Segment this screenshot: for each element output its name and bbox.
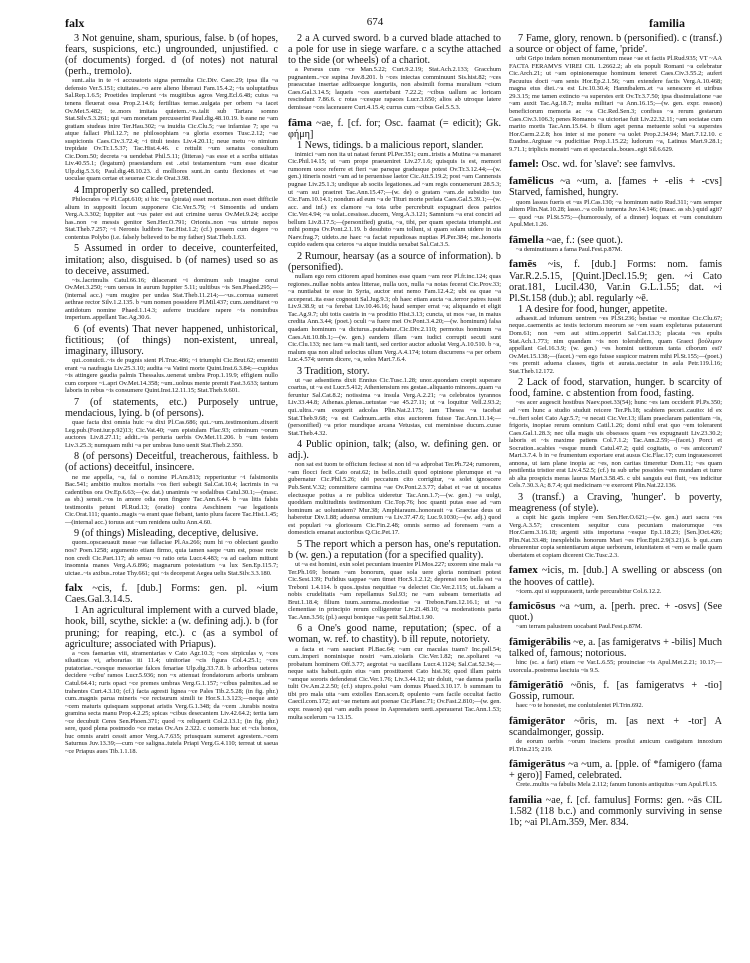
sense-definition: 1 News, tidings. b a malicious report, slander.: [297, 139, 484, 151]
citation-block: ~a deminutiuum a fama Paul.Fest.p.87M.: [516, 245, 623, 253]
citation-block: a cupit hic gazis implere ~em Sen.Her.O.621;—(w. gen.) auri sacra ~es Verg.A.3.57; crescentem sequitur cura pecuniam maiorumque ~es Hor.Carm.3.16.18; argenti sitis importuna ~esque Ep.1.18.23; [Sen.]Oct.426; Plin.Nat.33.48; inexplebilis honorum Mari ~es Flor.Epit.2.9(3.21).6. b qui..cum obruerentur copia sententiarum atque uerborum, ieiunitatem et ~em se malle quam ubertatem et copiam dicerent Cic.Tusc.2.3.: [509, 514, 722, 559]
dictionary-entry-head: [509, 680, 722, 702]
column-right: [509, 33, 722, 828]
citation-block: ~is..lacrimulis Catul.66.16; dilacerant ~i dominum sub imagine cerui Ov.Met.3.250; ~um uersus in aurum Iuppiter 5.11; uultibus ~is Sen.Phaed.295;—(internal acc.) ~um mugire per undas Stat.Theb.11.214;—~us..cornua sumeret aethrae rector Silv.1.2.135. b ~um nomen possidere Pl.Mil.437; cum..uenditaret ~o antidotum nomine Phaed.1.14.3; auferre trucidare rapere ~is nominibus imperium..appellant Tac.Ag.30.6.: [65, 276, 278, 322]
citation-block: qui..conuicti..~is de pugnis sient Pl.Truc.486; ~i triumphi Cic.Brut.62; ementiti erant ~a naufragia Liv.25.3.10; audita ~a Vatini morte Quint.Inst.6.3.84;—cupidus ~is attingere gaudia palmis Thessalus..uenerat umbra Prop.1.19.9; effigiem nullo cum corpore ~i..apri Ov.Met.14.358; ~um..uolnus mente premit Fast.3.633; tantum laboris in rebus ~is consumere Quint.Inst.12.11.15; Stat.Theb.9.601.: [65, 357, 278, 395]
sense-definition: 8 (of persons) Deceitful, treacherous, faithless. b (of actions) deceitful, insincere.: [65, 451, 278, 474]
sense-definition: 2 Rumour, hearsay (as a source of information). b (personified).: [288, 250, 501, 274]
citation-block: ~am terram palustrem uocabant Paul.Fest.p.87M.: [516, 623, 643, 631]
entry-grammar: ~icis, m. [dub.] A swelling or abscess (on the hooves of cattle).: [509, 565, 722, 588]
entry-grammar: ~is, f. [dub.] Forms: nom. famis Var.R.2.5.15, [Quint.]Decl.15.9; gen. ~i Cato orat.181, Lucil.430, Var.in G.L.1.55; dat. ~i Pl.St.158 (dub.); abl. regularly ~ē.: [509, 259, 722, 304]
citation-block: ~es acer augescit hostibus Naev.poet.33(54); hunc ~es iam occiderit Pl.Ps.350; ad ~em hunc a studio studuit reicere Ter.Ph.18; scabiem pecori..cauito: id ex ~e..fieri solet Cato Agr.5.7; ~e necati Cic.Ver.13; illam praeclaram patientiam ~is, frigoris, inopiae rerum omnium Catil.1.26; domi nihil erat quo ~em tolerarent Caes.Gal.1.28.3; nec ulla magis uis obsessos quam ~es expugnauit Liv.23.30.2; laboris et ~is maxime patiens Col.7.1.2; Tac.Ann.2.59;—(facet.) Porci et Socration..scabies ~esque mundi Catul.47.2; quid cogitatis, o ~es amicorum? Mart.3.7.4. b in ~e frumentum exportare erat ausus Cic.Flac.17; cum ingrauesceret annona, ut iam plane inopia ac ~es, non caritas timeretur Dom.11; ~es quam pestilentia tristior erat Liv.4.52.5; (cf.) tu sub urbe possides ~em mundam et turre ab alta prospicis meras laurus Mart.3.58.45. c ubi sanguis eui fluit, ~es indicitur Cels.7.30.3.A; 8.7.4; qui medicinam ~e exercent Plin.Nat.22.136.: [509, 399, 722, 490]
dictionary-entry-head: [65, 583, 278, 605]
citation-block: sunt..alia in te ~i accusatoris signa permulta Cic.Div. Caec.29; ipsa illa ~a defensio Ver.5.151; ciuitates..~o aere alieno liberaui Fam.15.4.2; ~is uoluptatibus Sal.Rep.1.6.5; Proetides implerunt ~is mugitibus agros Verg.Ecl.6.48; cuius ~a tenens fleuerat ossa Prop.2.14.6; fertilitas terrae..uulgata per orbem ~a iacet Ov.Met.5.482; te..mors imitata quietem..~o..talit sub Tartara somno Stat.Silv.5.3.261; qui ~am monetam percusserint Paul.dig.48.10.19. b eane ne ~am gratiam studeas inire Ter.Hau.302; ~a inuidia Cic.Clu.5; ~ae infamiae 7; spe ~a atque fallaci Phil.12.7; ne philosophiam ~a gloria exornes Tusc.2.12; ~ae suspicionis Caes.Civ.3.72.4; ~i tituli testes Liv.4.20.11; neue metu ~o nimium trepidate Ov.Tr.1.5.37; Tac.Hist.4.46. c rettulit ~um senatus consultum Cic.Dom.50; decreta ~a uendebat Phil.5.11; (litteras) ~as esse et a scriba uitiatas Liv.40.55.1; (legatum) praestandum est ..etsi testamentum ~um esse dicatur Ulp.dig.5.3.6; Paul.dig.48.10.23. d molliores sunt..in cantu flexiones et ~ae uoculae quam certae et seuerae Cic.de Orat.3.98.: [65, 77, 278, 183]
entry-lemma: fāmigerābilis: [509, 635, 571, 648]
entry-grammar: ~e, a. [as famigeratvs + -bilis] Much talked of, famous; notorious.: [509, 636, 723, 660]
dictionary-entry-head: [509, 235, 722, 246]
sense-definition: 4 Improperly so called, pretended.: [74, 185, 214, 197]
entry-grammar: ~ae, f. [cf. famulus] Forms: gen. ~ās CIL 1.582 (118 b.c.) and commonly surviving in sense 1b; ~ai Pl.Am.359, Mer. 834.: [509, 794, 722, 829]
sense-definition: 7 (of statements, etc.) Purposely untrue, mendacious, lying. b (of persons).: [65, 396, 278, 420]
entry-grammar: ~ae, f.: (see quot.).: [543, 234, 623, 246]
sense-definition: 1 A desire for food, hunger, appetite.: [518, 303, 668, 315]
sense-definition: 4 Public opinion, talk; (also, w. defining gen. or adj.).: [288, 439, 501, 462]
column-left: [65, 33, 278, 757]
entry-lemma: fāmigerātiō: [509, 679, 564, 692]
citation-block: ut ~a est homini, exin solet pecuniam inuenire Pl.Mos.227; uxorem sine mala ~a Ter.Ph.169; bonam ~am bonorum, quae sola uere gloria nominari potest Cic.Sest.139; Fufidius uappae ~am timet Hor.S.1.2.12; deprensi non bella est ~a Treboni 1.4.114. b quos..ipsius nequitiae ~a delectet Cic.Ver.2.115; ut..falsam a nobis crudelitatis ~am repellamus Sul.93; ne ~am subeam temeritatis ad Brut.1.18.4; filium tuum..summa..modestiae ~a Trebon.Fam.12.16.1; ut ~a clementiae in principio rerum colligeretur Liv.21.48.10; ~a moderationis parta Tac.Ann.3.56; (pl.) aequi bonique ~as petit Sal.Hist.1.90.: [288, 561, 501, 621]
citation-block: Crete..multis ~a fabulis Mela 2.112; fanum Iunonis antiquitus ~um Apul.Fl.15.: [516, 781, 718, 789]
citation-block: urbi Gripo indam nomen monumentum meae ~ae et factis Pl.Rud.935; VT ~AA FACTA FERAMVS VIREI CIL 1.2662.2; ab eis populi Romani ~a celebratur Cic.Arch.21; ut ~am opinionemque hominum teneret Caes.Civ.3.55.2; aufert Pacuuius docti ~am senis Hor.Ep.2.1.56; ~am extendere factis Verg.A.10.468; magna eius diei..~a est Liv.10.30.4; Hannibalem..et ~a senescere et uiribus 29.3.15; me tamen extincto ~a superstes erit Ov.Tr.3.7.50; ipsa dissimulatione ~ae ~am auxit Tac.Ag.18.7; multa militari ~a Ann.16.15;—(w. gen. expr. reason) beneficiorum memoria ac ~a Cic.Red.Sen.3; confisus ~a rerum gestarum Caes.Civ.3.106.3; penes Romanos ~a uictoriae fuit Liv.22.32.11; ~am sociatae cum marito mortis Tac.Ann.15.64. b illum aget penna metuente solui ~a superstes Hor.Carm.2.2.8; hos inter si me ponere ~a uolet Prop.2.34.94; Mart.7.12.10. c Euadne..Argiuae ~a pudicitiae Prop.1.15.22; ludorum ~a, Latinus Mart.9.28.1; 9.71.1; triplicis monstri ~am et spectacula..boues..egit Sil.6.629.: [509, 55, 722, 153]
entry-lemma: famex: [509, 564, 538, 577]
entry-lemma: fāma: [288, 116, 312, 129]
running-header: [65, 16, 685, 30]
entry-lemma: familia: [509, 793, 542, 806]
citation-block: hinc (sc. a fari) etiam ~e Var.L.6.55; prouinciae ~is Apul.Met.2.21; 10.17;—uxorcula..postrema lasciuia ~is 9.5.: [509, 659, 722, 674]
entry-grammar: ~cis, f. [dub.] Forms: gen. pl. ~ium Caes.Gal.3.14.5.: [65, 583, 278, 606]
sense-definition: 9 (of things) Misleading, deceptive, delusive.: [74, 528, 259, 540]
entry-lemma: fāmigerātor: [509, 714, 566, 727]
sense-definition: 1 An agricultural implement with a curved blade, hook, bill, scythe, sickle: a (w. defining adj.). b (for pruning; for reaping, etc.). c (as a symbol of agriculture; associated with Priapus).: [65, 605, 278, 650]
entry-lemma: famicōsus: [509, 600, 556, 613]
dictionary-entry-head: [509, 795, 722, 828]
entry-lemma: famēlicus: [509, 175, 554, 188]
citation-block: Philocrates ~e Pl.Capt.610; si hic ~us (pirata) esset mortuus..non esset difficile alium in suppositi locum supponere Cic.Ver.5.79; ~i Simoentis ad undam Verg.A.3.302; Iuppiter aut ~us pater est aut crimine uerus Ov.Met.9.24; accipe has..non ~e messis genitor Sen.Her.O.791; Orionis..non ~us uirtute nepos Stat.Theb.7.257; ~i Neronis ludibrio Tac.Hist.1.2; (cf.) possem cum degere ~o contentus Polybo (i.e. falsely believed to be my father) Stat.Theb.1.63.: [65, 196, 278, 241]
citation-block: ne me appella, ~a, fal o nomine Pl.Am.813; repperiuntur ~i falsimoniis Bac.541; ambitio multos mortalis ~os fieri subegit Sal.Cat.10.4; lacrimis in ~a cadentibus ora Ov.Ep.6.63;—(w. dat.) unanimis ~e sodalibus Catul.30.1;—(masc. as sb.) sensit..~os in amore odia non fingere Tac.Ann.6.44. b ~as litis falsis testimoniis petunt Pl.Rud.13; (oratio) contra Aeschinem ~ae legationis Cic.Orat.111; quanto..magis ~a erant quae fiebant, tanto plura facere Tac.Hist.1.45;—(internal acc.) toruus aut ~um renidens uultu Ann.4.60.: [65, 473, 278, 526]
citation-block: quom..opscaeuauit meae ~ae fallaciae Pl.As.266; num hi ~o oblectant gaudio nos? Poen.1258; argumento etiam firmo, quia tamen saepe ~um est, posse recte non credi Cic.Part.117; ab sensu ~o ratio orta Lucr.4.483; ~a ad caelum mittunt insomnia manes Verg.A.6.896; magnarum potestatium ~a lux Sen.Ep.115.7; uictae..~is axibus..rotae Thy.661; qui ~is deceperat Aegea uelis Stat.Silv.3.3.180.: [65, 539, 278, 577]
citation-block: haec ~o te honestet, me conlutulentet Pl.Trin.692.: [516, 702, 644, 710]
sense-definition: 2 Lack of food, starvation, hunger. b scarcity of food, famine. c abstention from food, fasting.: [509, 377, 722, 400]
sense-definition: 2 a A curved sword. b a curved blade attached to a pole for use in siege warfare. c a scythe attached to the side (or wheels) of a chariot.: [288, 33, 501, 67]
sense-definition: 3 Not genuine, sham, spurious, false. b (of hopes, fears, suspicions, etc.) ungrounded, unjustified. c (of documents) forged. d (of notes) not natural (perh., tremolo).: [65, 33, 278, 78]
citation-block: a facta et ~am sauciant Pl.Bac.64; ~am cur maculas tuam? Inc.pall.54; cum..imperi nominisque nostri ~am..uiolaris Cic.Ver.1.82; ne..spoliaret ~a probatum hominem Off.3.77; aegrotat ~a uacillans Lucr.4.1124; Sal.Cat.52.34;—neque satis habuit..quin eius ~am prostitueret Cato hist.36; quod illam patris ~amque sororis defenderat Cic.Ver.1.76; Liv.3.44.12; uir doluit, ~ae damna puella tulit Ov.Am.2.2.50; (cf.) stupro..polui ~am domus Phaed.3.10.17. b summam tu tibi pro mala uita ~am extolles Enn.scen.8; opulento ~am facile occultat factio Caecil.com.172; aut ~ae metum aut poenae Cic.Planc.71; Ov.Fast.2.810;—(w. gen. expr. reason) qui ~am audis posse in Asprenatem uerti..sperauerat Tac.Ann.1.53; multa scelerum ~a 13.15.: [288, 645, 501, 721]
sense-definition: 3 Tradition, story.: [297, 365, 370, 377]
dictionary-entry-head: [509, 716, 722, 738]
entry-grammar: ~ae, f. [cf. for; Osc. faamat (= edicit); Gk. φήμη]: [288, 117, 501, 140]
entry-grammar: ~ōnis, f. [as famigeratvs + -tio] Gossip, rumour.: [509, 680, 722, 703]
citation-block: quom lassus fueris et ~us Pl.Cas.130; ~a hominum natio Rud.311; ~am semper alitem Plin.Nat.10.28; lasso..~a collo iumenta Juv.14.146; (masc. as sb.) quid agit? — quod ~us Pl.St.575;—(humorously, of a dinner) loquax et ~um conuiuium Apul.Met.1.26.: [509, 198, 722, 229]
citation-block: adhaesit..ad infumum uentrem ~es Pl.St.236; bestiae ~e monitae Cic.Clu.67; neque..caementis ac testis tectorum meorum se ~em suam expleturas putauerunt Dom.61; non ~em aut sitim..opperiri Sal.Cat.13.3; placata ~es epulis Stat.Ach.1.773; nim quandam ~is non tolerabilem, quam Graeci βούλιμον appellant Gel.16.3.9; (w. gen.) ~es homini uetitorum tanta ciborum est? Ov.Met.15.138;—(facet.) ~em ego fuisse suspicor matrem mihi Pl.St.155;—(poet.) ~es premit aduena classes, tigris et aurata..uectatur in aula Petr.119.l.16; Stat.Theb.12.172.: [509, 314, 722, 375]
entry-grammar: Osc. wd. for 'slave': see famvlvs.: [538, 159, 676, 171]
citation-block: ut ~ae adsentiens dixit Ennius Cic.Tusc.1.28; unor..quondam coepit superare coartus, ut ~a est Lucr.5.412; Atheniensium res gestae..aliquanto minores..quam ~a feruntur Sal.Cat.8.2; notissima ~a insula Verg.A.2.21; ~a celebratos tyrannos Liv.33.44.8; Athenas..plenas..uetustae ~ae 45.27.11; ut ~a loquitur Vell.2.93.2; qui..ultra..~am exegerit adcolas Plin.Nat.2.175; iam Thesea ~a tacebat Stat.Theb.9.68; ~a est Cadmum..artis eius auctorem fuisse Tac.Ann.11.14;—(personified) ~a prior mundique arcana Vetustas, cui meminisse ducum..curae Stat.Theb.4.32.: [288, 376, 501, 437]
page-number: 674: [366, 16, 384, 28]
citation-block: non sat est tuom te officium fecisse si non id ~a adprobat Ter.Ph.724; rumorem, ~am flocci fecit Cato orat.62; in bello..ciuili quod opinione plerumque et ~a gubernatur Cic.Phil.5.26; ubi peccatum cito corrigitur, ~a solet ignoscere Pub.Sent.V.32; committere carmina ~ae Ov.Pont.2.3.77; dabat et ~ae ut uocatus electusque potius a re publica uideretur Tac.Ann.1.7;—(w. gen.) ~a uulgi, quoddam multitudinis testimonium Cic.Top.76; hoc quanti putas esse ad ~am hominum ac uoluntatem? Mur.38; Amphiaraum..honorauit ~a Graeciae deus ut haberetur Div.1.88; aduersa omnium ~a Liv.37.47.6; Luc.9.1030;—(w. adj.) quod est populari ~a gloriosum Cic.Fin.2.48; omnis sermo ad forensem ~am a domesticis emanat auctoribus Q.Cic.Pet.17.: [288, 461, 501, 537]
sense-definition: 7 Fame, glory, renown. b (personified). c (transf.) a source or object of fame, 'pride'.: [509, 33, 722, 56]
dictionary-entry-head: [509, 601, 722, 623]
citation-block: de eorum uerbis ~orum insciens prosilui amicum castigatum innoxium Pl.Trin.215; 219.: [509, 738, 722, 753]
column-middle: [288, 33, 501, 723]
entry-lemma: falx: [65, 582, 83, 595]
citation-block: quae facta dixi omnia huic ~a dixi Pl.Cas.686; qui..~um..testimonium..dixerit Leg.pub.(Font.iur.p.92)13; Cic.Vat.40; ~am epistulam Flac.93; criminum ~orum auctores Liv.8.27.11; addit..~is periuria uerbis Ov.Met.11.206. b ~um testem Liv.3.25.3; numquam mihi ~a per umbras Iuno uenit Stat.Theb.2.350.: [65, 419, 278, 449]
dictionary-entry-head: [509, 565, 722, 587]
entry-lemma: fāmella: [509, 233, 544, 246]
citation-block: a ~ces faenarias viii, stramentarias v Cato Agr.10.3; ~ces sirpiculas v, ~ces siluaticas vi, arborarias iii 11.4; uinitoriae ~cis figura Col.4.25.1; ~ces putatoriae..~cesque messoriae falces fenariae Ulp.dig.33.7.8. b arboribus ueteres decidere ~cibu' ramos Lucr.5.936; non ~x attenuat frondatorum arboris umbram Catul.64.41; ruris opaci ~ce premes umbras Verg.G.1.157; ~cibus palmites..ad se trahentes Curt.4.3.10; (cf.) facta agresti lignea ~ce Pales Tib.2.5.28; (in fig. phr.) cum..magnis parua mineris ~ce recisurum simili te Hor.S.1.3.123;—neque ante ~cem maturis quisquam supponat aristis Verg.G.1.348; da ~cem ..iurabis nostra gramina secta manu Prop.4.2.25; spicas ~cibus desecantem Liv.42.64.2; tertia iam ~ce decubuit Ceres Sen.Phoen.371; quod ~x reliquerit Col.2.13.1; (in fig. phr.) sere, quod plena postmodo ~ce metas Ov.Ars 2.322. c uomeris huc et ~cis honos, huc omnis aratri cessit amor Verg.A.7.635; priusquam sumeret agrestem..~cem Saturnus Juv.13.39;—cum ~ce saligna..tutela Priapi Verg.G.4.110; terreat ut saeua ~ce Priapus aues Tib.1.1.18.: [65, 649, 278, 755]
entry-grammar: ~a ~um, a. [perh. prec. + -osvs] (See quot.): [509, 601, 722, 624]
dictionary-entry-head: [509, 259, 722, 303]
dictionary-entry-head: [509, 159, 722, 170]
dictionary-entry-head: [509, 176, 722, 198]
entry-grammar: ~a ~um, a. [pple. of *famigero (fama + gero)] Famed, celebrated.: [509, 759, 722, 782]
entry-lemma: famel:: [509, 158, 539, 171]
citation-block: inimici ~am non ita ut natast ferunt Pl.Per.351; cum..tristis a Mutina ~a manaret Cic.Phil.14.15; ut ~am prope praeueniret Liv.27.1.6; quisquis is est, memori rumorem uoce referre et fieri ~ae parsque gradusque potest Ov.Tr.3.12.44;—(w. gen.) itineris nostri ~am ad te peruenisse laetor Cic.Att.5.19.2; post ~am Cannensis pugnae Liv.25.1.3; undique ab sociis legationes..ad ~am regis conuenerunt 28.5.3; ut ~am sui praeiret Tac.Ann.15.47;—(w. de) o gratam ~am..de subsidio tuo Cic.Fam.10.14.1; nondum ad eum ~a de Titurі morte perlata Caes.Gal.5.39.1;—(w. acc. and inf.) ex clamore ~a tota urbe percrebruit expugnari deos patrios Cic.Ver.4.94; ~a uolat..cessisse..ducem, Verg.A.3.121; Samnium ~a erat conciri ad bellum Liv.8.17.5;—(personified) gratia, ~a, tibi, per quam spectata triumphi..est mihi pompa Ov.Pont.2.1.19. b desubito ~am tollunt, si quam solam uidere in uia Naev.frag.7; uideto..ne haec ~a faciat repudiosas nuptias Pl.Per.384; me..honoris cupido eadem qua ceteros ~a atque inuidia uexabat Sal.Cat.3.5.: [288, 150, 501, 249]
citation-block: nullam ego rem citiorem apud homines esse quam ~am reor Pl.fr.inc.124; quas regiones..nullae nobis antea litterae, nulla uox, nulla ~a notas fecerat Cic.Prov.33; ~a nuntiabat te esse in Syria, auctor erat nemo Fam.12.4.2; ubi ea quae ~a acceperat..ita esse cognouit Sal.Jug.9.3; ob haec etiam aucta ~a..terror patres iussit Liv.9.38.9; ut ~a ferebat Liv.10.46.16; haud semper errat ~a; aliquando et eligit Tac.Ag.9.7; ubi totis castris in ~a proditio Hist.3.13; cuncta, ut mos ~ae, in maius credita Ann.3.44; (poet.) oculi ~a fuere mei Ov.Pont.3.4.20;—(w. hominum) falsa quadam hominum ~a dicturus..putabatur..Cic.Div.2.110; permotus hominum ~a Caes.Att.10.8b.1;—(w. gen.) eandem illam ~am iudici corrupti secuti sunt Cic.Clu.133; nec iam ~a mali tanti, sed certior auctor aduolat Verg.A.10.510. b ~a, malum qua non aliud uelocius ullum Verg.A.4.174; totum discurrens ~a per orbem Luc.4.574; uerum dicere, ~a, soles Mart.7.6.4.: [288, 273, 501, 364]
sense-definition: 3 (transf.) a Craving, 'hunger'. b poverty, meagreness (of style).: [509, 492, 722, 515]
dictionary-entry-head: [509, 637, 722, 659]
sense-definition: 6 a One's good name, reputation; (spec. of a woman, w. ref. to chastity). b ill repute, notoriety.: [288, 623, 501, 646]
dictionary-entry-head: [509, 759, 722, 781]
dictionary-entry-head: [288, 118, 501, 140]
sense-definition: 6 (of events) That never happened, unhistorical, fictitious; (of things) non-existent, unreal, imaginary, illusory.: [65, 323, 278, 358]
sense-definition: 5 The report which a person has, one's reputation. b (w. gen.) a reputation (for a specified quality).: [288, 538, 501, 561]
citation-block: ~icem..qui si suppurauerit, tarde percurabitur Col.6.12.2.: [516, 587, 662, 595]
left-guide-word: falx: [65, 16, 85, 30]
entry-grammar: ~ōris, m. [as next + -tor] A scandalmonger, gossip.: [509, 715, 722, 739]
citation-block: a Perseus cum ~ce Man.5.22; Curt.9.2.19; Stat.Ach.2.133; Gracchum pugnantem..~ce supina Juv.8.201. b ~ces iniectas comminuunt Sis.hist.82; ~ces praeacutae insertae adfixaeque longuriis, non absimili forma muralium ~cium Caes.Gal.3.14.5; laqueis ~ces auertebant 7.22.2; ~cibus uallum ac loricam rescindunt 7.86.6. c rotas ~cesque rapaces Lucr.3.650; alios ab utroque latere demissae ~ces lacerauere Curt.4.15.4; currus cum ~cibus Gel.5.5.3.: [288, 66, 501, 112]
right-guide-word: familia: [649, 16, 685, 30]
entry-grammar: ~a ~um, a. [fames + -elis + -cvs] Starved, famished, hungry.: [509, 176, 722, 199]
entry-lemma: fāmigerātus: [509, 758, 566, 771]
sense-definition: 5 Assumed in order to deceive, counterfeited, imitation; also, disguised. b (of names) used so as to deceive, assumed.: [65, 243, 278, 277]
entry-lemma: famēs: [509, 258, 537, 271]
